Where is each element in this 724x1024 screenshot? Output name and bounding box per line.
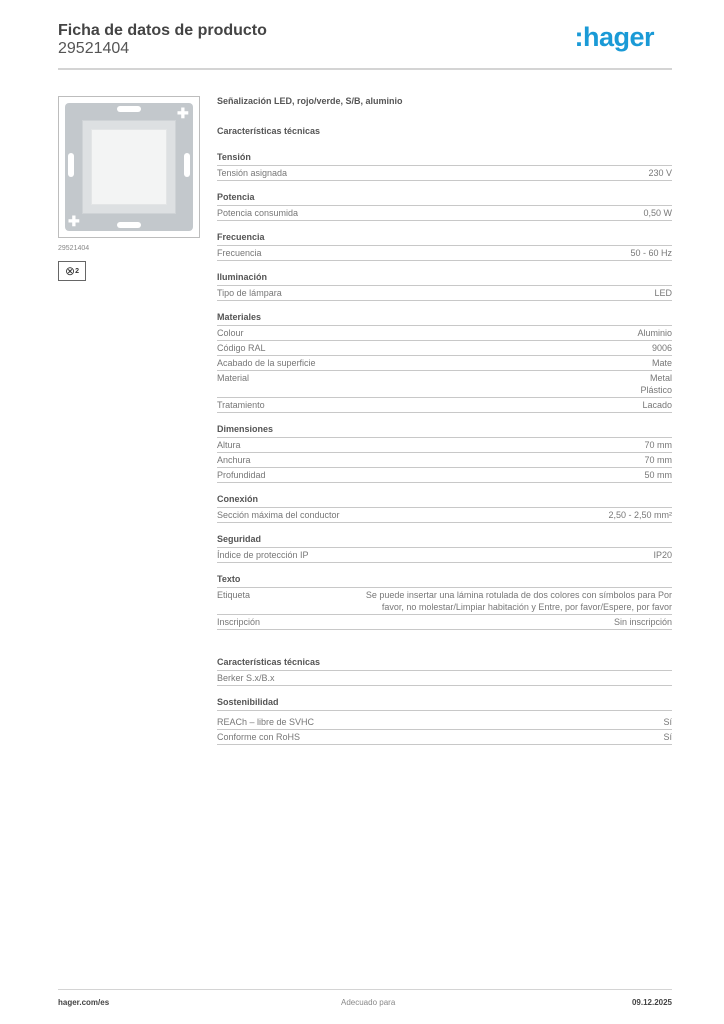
product-image (58, 96, 200, 238)
spec-value: 70 mm (644, 440, 672, 450)
spec-row (217, 166, 672, 181)
spec-value: Aluminio (637, 328, 672, 338)
spec-group-tension (217, 151, 672, 181)
spec-row (217, 715, 672, 730)
spec-value: 50 - 60 Hz (630, 248, 672, 258)
plate-slot (68, 153, 74, 177)
spec-label: Tratamiento (217, 400, 265, 410)
section-title: Características técnicas (217, 126, 321, 136)
spec-row (217, 615, 672, 630)
spec-label: Profundidad (217, 470, 266, 480)
spec-value: 0,50 W (643, 208, 672, 218)
spec-row (217, 371, 672, 398)
spec-value: IP20 (653, 550, 672, 560)
spec-value: Lacado (642, 400, 672, 410)
spec-label: Colour (217, 328, 244, 338)
screw-cross-icon: ✚ (68, 213, 80, 229)
product-number: 29521404 (58, 40, 130, 57)
group-title: Sostenibilidad (217, 696, 672, 711)
spec-value (640, 372, 672, 396)
spec-group-potencia (217, 191, 672, 221)
page-header (58, 22, 672, 58)
spec-label: Código RAL (217, 343, 266, 353)
header-divider (58, 68, 672, 70)
spec-row (217, 671, 672, 686)
spec-value: Sí (663, 732, 672, 742)
spec-value-line: Metal (649, 373, 672, 383)
hager-logo: :hager (574, 22, 654, 52)
group-title: Tensión (217, 151, 672, 166)
spec-value: 50 mm (644, 470, 672, 480)
product-image-panel (58, 96, 200, 281)
spec-label: Conforme con RoHS (217, 732, 301, 742)
footer-date: 09.12.2025 (631, 998, 672, 1007)
spec-value: 9006 (651, 343, 672, 353)
spec-group-conexion (217, 493, 672, 523)
spec-label: Altura (217, 440, 241, 450)
spec-row (217, 326, 672, 341)
spec-label: Acabado de la superficie (217, 358, 316, 368)
group-title: Potencia (217, 191, 672, 206)
group-title: Iluminación (217, 271, 672, 286)
plate-slot (184, 153, 190, 177)
group-title: Dimensiones (217, 423, 672, 438)
spec-row (217, 438, 672, 453)
spec-group-frecuencia (217, 231, 672, 261)
footer-divider (58, 989, 672, 990)
spec-label: Material (217, 373, 250, 383)
spec-content (217, 96, 672, 755)
spec-label: Tipo de lámpara (217, 288, 282, 298)
spec-value-line: Plástico (640, 385, 672, 395)
section-spacer (217, 640, 672, 656)
spec-value: 2,50 - 2,50 mm² (608, 510, 672, 520)
spec-row (217, 286, 672, 301)
spec-label: Etiqueta (217, 590, 251, 600)
page-title: Ficha de datos de producto (58, 22, 267, 39)
spec-label: Índice de protección IP (217, 550, 309, 560)
lamp-badge (58, 261, 86, 281)
group-title: Materiales (217, 311, 672, 326)
led-insert (91, 129, 167, 205)
spec-label: Tensión asignada (217, 168, 288, 178)
spec-label: Potencia consumida (217, 208, 299, 218)
spec-value: Se puede insertar una lámina rotulada de dos colores con símbolos para Por favor, no molestar/Limpiar habitación y Entre, por favor/Espere, por favor (365, 590, 672, 612)
spec-row (217, 341, 672, 356)
footer-site-link[interactable]: hager.com/es (58, 998, 110, 1007)
spec-value: Sí (663, 717, 672, 727)
mounting-plate (65, 103, 193, 231)
spec-row (217, 548, 672, 563)
aluminium-frame (82, 120, 176, 214)
spec-label: Inscripción (217, 617, 261, 627)
spec-label: Anchura (217, 455, 251, 465)
group-title: Seguridad (217, 533, 672, 548)
spec-group-texto (217, 573, 672, 630)
spec-row (217, 453, 672, 468)
spec-group-materiales (217, 311, 672, 413)
plate-slot (117, 106, 141, 112)
spec-group-seguridad (217, 533, 672, 563)
lamp-cross-icon: ⊗ (65, 264, 76, 278)
spec-group-iluminacion (217, 271, 672, 301)
spec-row (217, 356, 672, 371)
spec-value: Mate (651, 358, 672, 368)
spec-row (217, 398, 672, 413)
spec-row (217, 246, 672, 261)
plate-slot (117, 222, 141, 228)
product-description: Señalización LED, rojo/verde, S/B, aluminio (217, 96, 403, 106)
spec-row (217, 206, 672, 221)
lamp-badge-count: 2 (75, 267, 79, 275)
spec-value: Sin inscripción (613, 617, 672, 627)
spec-value: LED (654, 288, 672, 298)
spec-row (217, 508, 672, 523)
group-title: Conexión (217, 493, 672, 508)
spec-row (217, 468, 672, 483)
spec-group-caracteristicas (217, 656, 672, 686)
spec-row (217, 588, 672, 615)
spec-label: Sección máxima del conductor (217, 510, 340, 520)
footer-suitable-for: Adecuado para (341, 998, 396, 1007)
group-title: Frecuencia (217, 231, 672, 246)
image-caption: 29521404 (58, 245, 90, 252)
spec-value: 230 V (648, 168, 672, 178)
screw-cross-icon: ✚ (177, 105, 189, 121)
spec-row (217, 730, 672, 745)
spec-label: REACh – libre de SVHC (217, 717, 315, 727)
spec-group-sostenibilidad (217, 696, 672, 745)
group-title: Características técnicas (217, 656, 672, 671)
spec-value: 70 mm (644, 455, 672, 465)
group-title: Texto (217, 573, 672, 588)
spec-label: Frecuencia (217, 248, 262, 258)
spec-label: Berker S.x/B.x (217, 673, 275, 683)
spec-group-dimensiones (217, 423, 672, 483)
